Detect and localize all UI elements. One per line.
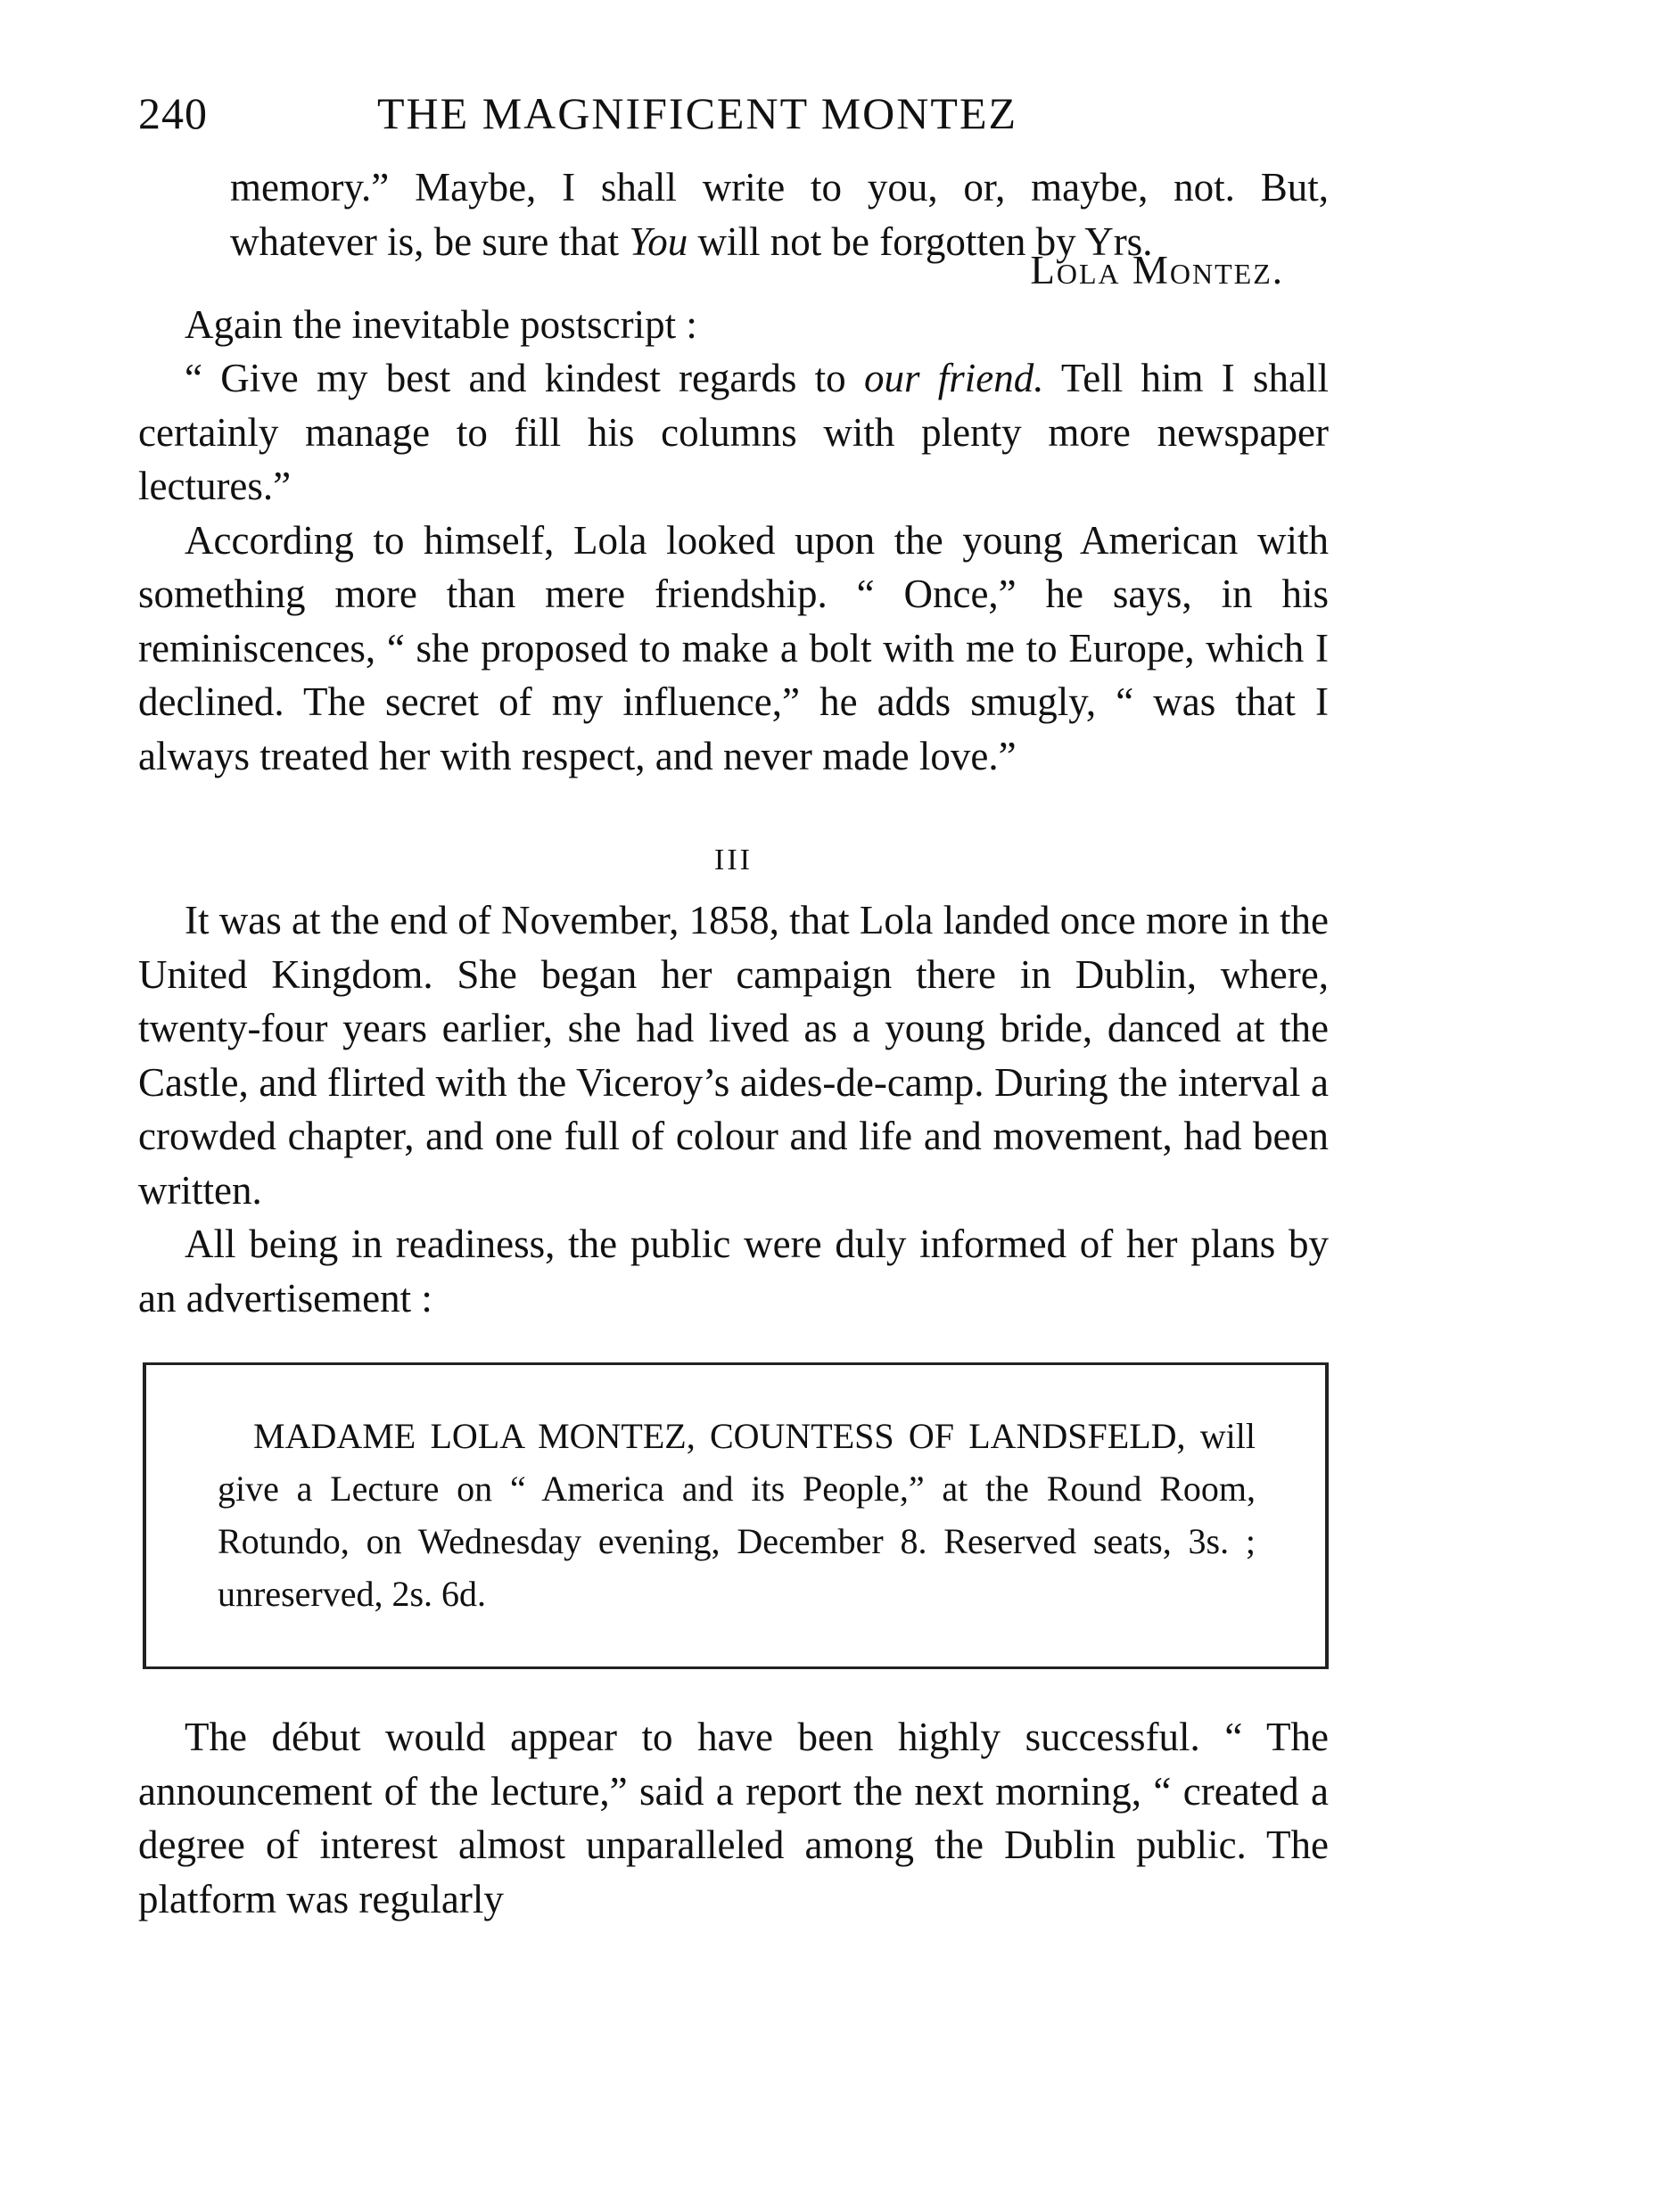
body-text [138, 160, 1329, 1926]
paragraph-postscript [138, 351, 1329, 514]
postscript-after: Tell him I shall certainly manage to fill his columns with plenty more newspaper lectures.” [138, 356, 1329, 508]
paragraph-reminiscences: According to himself, Lola looked upon the young American with something more than mere friendship. “ Once,” he says, in his reminiscences, “ she proposed to make a bolt with me to Europe, which I declined. The secret of my influence,” he adds smugly, “ was that I always treated her with respect, and never made love.” [138, 517, 1329, 778]
letter-emphasis: You [629, 218, 688, 264]
letter-text: memory.” Maybe, I shall write to you, or, maybe, not. But, whatever is, be sure that [230, 165, 1329, 264]
paragraph-dublin: It was at the end of November, 1858, that Lola landed once more in the United Kingdom. She began her campaign there in Dublin, where, twenty-four years earlier, she had lived as a young bride, danced at the Castle, and flirted with the Viceroy’s aides-de-camp. During the interval a crowded chapter, and one full of colour and life and movement, had been written. [138, 898, 1329, 1213]
paragraph-postscript-intro: Again the inevitable postscript : [185, 301, 697, 347]
letter-text-after: will not be forgotten by Yrs. [697, 218, 1153, 264]
letter-signature: Lola Montez. [1030, 248, 1284, 292]
page-number: 240 [138, 88, 208, 138]
paragraph-advertisement-intro: All being in readiness, the public were duly informed of her plans by an advertisement : [138, 1222, 1329, 1321]
section-number: III [714, 843, 753, 876]
postscript-before: “ Give my best and kindest regards to [185, 356, 846, 400]
advertisement-box: MADAME LOLA MONTEZ, COUNTESS OF LANDSFELD, will give a Lecture on “ America and its People,” at the Round Room, Rotundo, on Wednesday evening, December 8. Reserved seats, 3s. ; unreserved, 2s. 6d. [143, 1362, 1329, 1669]
postscript-emphasis: our friend. [863, 356, 1044, 400]
running-head [138, 82, 1329, 144]
running-title: THE MAGNIFICENT MONTEZ [377, 88, 1018, 138]
paragraph-debut: The début would appear to have been highly successful. “ The announcement of the lecture,” said a report the next morning, “ created a degree of interest almost unparalleled among the Dublin public. The platform was regularly [138, 1715, 1329, 1921]
